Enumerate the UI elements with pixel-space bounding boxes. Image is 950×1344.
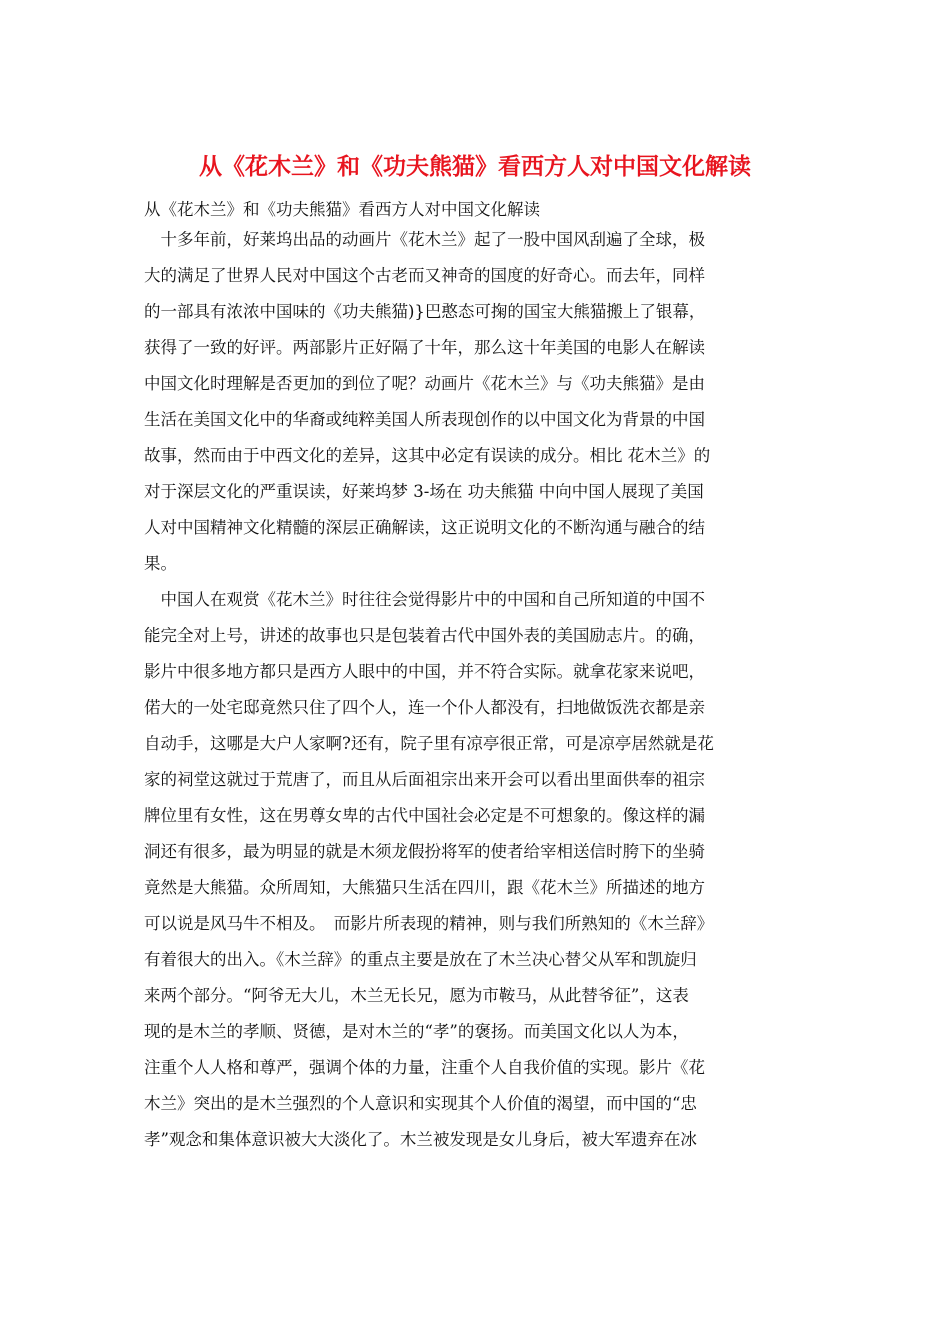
text-line: 获得了一致的好评。两部影片正好隔了十年，那么这十年美国的电影人在解读 <box>144 338 705 357</box>
text-line: 的一部具有浓浓中国味的《功夫熊猫)}巴憨态可掬的国宝大熊猫搬上了银幕， <box>144 302 706 321</box>
text-line: 牌位里有女性，这在男尊女卑的古代中国社会必定是不可想象的。像这样的漏 <box>144 806 705 825</box>
text-line: 大的满足了世界人民对中国这个古老而又神奇的国度的好奇心。而去年，同样 <box>144 266 705 285</box>
text-line: 中国人在观赏《花木兰》时往往会觉得影片中的中国和自己所知道的中国不 <box>144 590 705 609</box>
text-line: 对于深层文化的严重误读，好莱坞梦 3-场在 功夫熊猫 中向中国人展现了美国 <box>144 482 704 501</box>
text-line: 可以说是风马牛不相及。 而影片所表现的精神，则与我们所熟知的《木兰辞》 <box>144 914 714 933</box>
text-line: 木兰》突出的是木兰强烈的个人意识和实现其个人价值的渴望，而中国的“忠 <box>144 1094 697 1113</box>
text-line: 洞还有很多，最为明显的就是木须龙假扮将军的使者给宰相送信时胯下的坐骑 <box>144 842 705 861</box>
paragraph-1 <box>144 226 808 586</box>
article-subtitle: 从《花木兰》和《功夫熊猫》看西方人对中国文化解读 <box>144 200 540 219</box>
text-line: 生活在美国文化中的华裔或纯粹美国人所表现创作的以中国文化为背景的中国 <box>144 410 705 429</box>
article-body <box>144 196 808 1162</box>
text-line: 自动手，这哪是大户人家啊?还有，院子里有凉亭很正常，可是凉亭居然就是花 <box>144 734 714 753</box>
text-line: 能完全对上号，讲述的故事也只是包装着古代中国外表的美国励志片。的确， <box>144 626 705 645</box>
text-line: 来两个部分。“阿爷无大儿，木兰无长兄，愿为市鞍马，从此替爷征”，这表 <box>144 986 689 1005</box>
text-line: 竟然是大熊猫。众所周知，大熊猫只生活在四川，跟《花木兰》所描述的地方 <box>144 878 705 897</box>
text-line: 中国文化时理解是否更加的到位了呢？动画片《花木兰》与《功夫熊猫》是由 <box>144 374 705 393</box>
text-line: 家的祠堂这就过于荒唐了，而且从后面祖宗出来开会可以看出里面供奉的祖宗 <box>144 770 705 789</box>
text-line: 有着很大的出入。《木兰辞》的重点主要是放在了木兰决心替父从军和凯旋归 <box>144 950 697 969</box>
text-line: 影片中很多地方都只是西方人眼中的中国，并不符合实际。就拿花家来说吧， <box>144 662 705 681</box>
text-line: 十多年前，好莱坞出品的动画片《花木兰》起了一股中国风刮遍了全球，极 <box>144 230 705 249</box>
text-line: 注重个人人格和尊严，强调个体的力量，注重个人自我价值的实现。影片《花 <box>144 1058 705 1077</box>
text-line: 故事，然而由于中西文化的差异，这其中必定有误读的成分。相比 花木兰》的 <box>144 446 711 465</box>
page-title: 从《花木兰》和《功夫熊猫》看西方人对中国文化解读 <box>199 153 751 180</box>
paragraph-2 <box>144 586 808 1162</box>
text-line: 人对中国精神文化精髓的深层正确解读，这正说明文化的不断沟通与融合的结 <box>144 518 705 537</box>
text-line: 现的是木兰的孝顺、贤德，是对木兰的“孝”的褒扬。而美国文化以人为本， <box>144 1022 689 1041</box>
text-line: 偌大的一处宅邸竟然只住了四个人，连一个仆人都没有，扫地做饭洗衣都是亲 <box>144 698 705 717</box>
text-line: 果。 <box>144 554 177 573</box>
text-line: 孝”观念和集体意识被大大淡化了。木兰被发现是女儿身后，被大军遗弃在冰 <box>144 1130 697 1149</box>
